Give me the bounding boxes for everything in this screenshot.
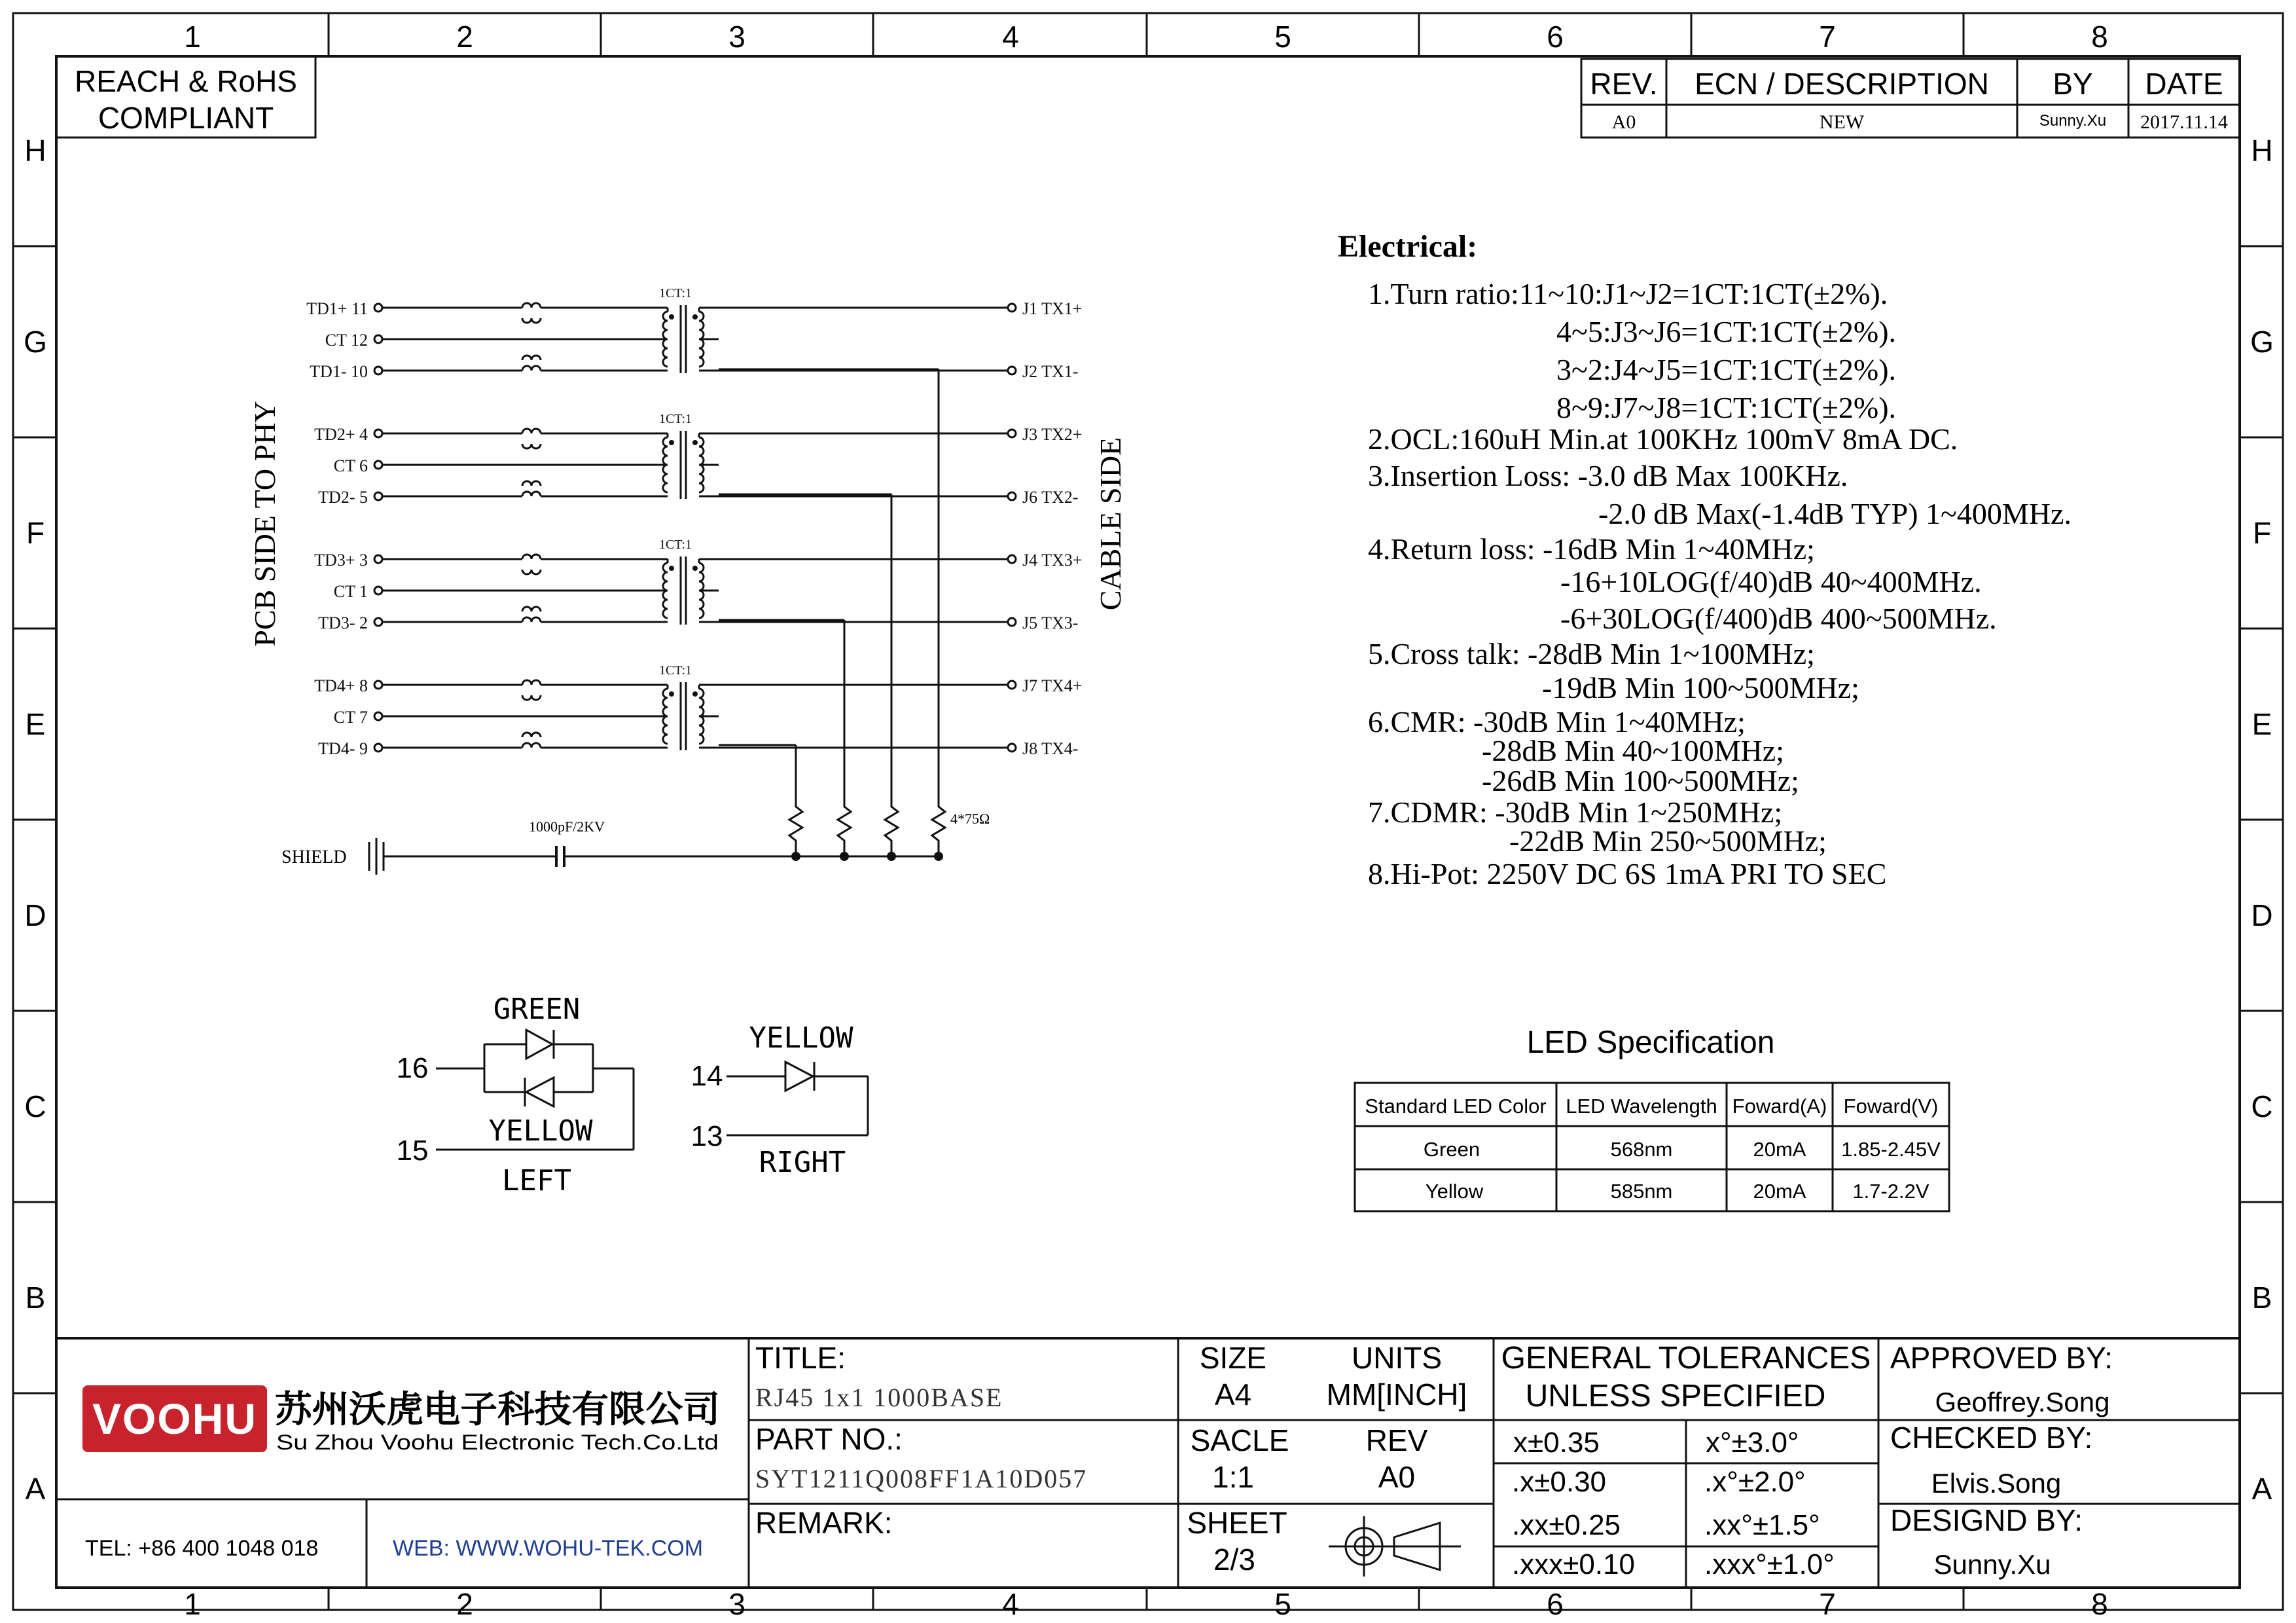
led-spec-cell: 20mA <box>1753 1180 1806 1203</box>
spec-line: -6+30LOG(f/400)dB 400~500MHz. <box>1560 602 1997 635</box>
zone-column-label: 5 <box>1274 1587 1291 1621</box>
left-pin-label: TD4+ 8 <box>314 676 368 695</box>
zone-row-label: G <box>24 325 47 359</box>
yellow-led-right-icon <box>785 1062 813 1091</box>
units-value: MM[INCH] <box>1326 1377 1467 1412</box>
spec-line: 4~5:J3~J6=1CT:1CT(±2%). <box>1556 315 1897 348</box>
zone-row-label: D <box>24 898 46 932</box>
zone-column-label: 6 <box>1547 20 1564 54</box>
voohu-logo-text: VOOHU <box>92 1395 258 1443</box>
size-label: SIZE <box>1199 1341 1267 1375</box>
electrical-spec <box>1338 229 2072 890</box>
right-pin-label: J8 TX4- <box>1022 739 1079 758</box>
left-pin-label: TD3- 2 <box>318 613 368 632</box>
zone-column-label: 4 <box>1002 1587 1019 1621</box>
spec-line: 7.CDMR: -30dB Min 1~250MHz; <box>1368 795 1783 829</box>
transformer-ratio-label: 1CT:1 <box>658 412 692 426</box>
tolerance-title-1: GENERAL TOLERANCES <box>1501 1341 1871 1376</box>
led-right-pin-top: 14 <box>691 1060 723 1092</box>
termination-resistors <box>789 800 945 856</box>
right-pin-label: J2 TX1- <box>1022 362 1079 381</box>
approved-label: APPROVED BY: <box>1890 1341 2113 1375</box>
compliance-line-2: COMPLIANT <box>98 101 274 135</box>
right-pin-label: J1 TX1+ <box>1022 299 1083 318</box>
shield-ground-symbol <box>369 838 384 875</box>
tel: TEL: +86 400 1048 018 <box>85 1536 319 1561</box>
transformer-channel <box>314 538 1082 632</box>
zone-row-label: A <box>2251 1472 2272 1506</box>
title-block <box>56 1338 2240 1588</box>
zone-column-label: 2 <box>456 20 473 54</box>
led-left-top-color: GREEN <box>493 993 581 1026</box>
zone-column-label: 8 <box>2091 20 2108 54</box>
zone-row-label: D <box>2251 898 2273 932</box>
zone-row-label: H <box>2251 134 2273 168</box>
zone-column-label: 6 <box>1547 1587 1564 1621</box>
spec-line: -28dB Min 40~100MHz; <box>1482 734 1784 767</box>
tolerance-angular: .x°±2.0° <box>1704 1466 1806 1498</box>
left-pin-label: TD4- 9 <box>318 739 368 758</box>
zone-column-label: 4 <box>1002 20 1019 54</box>
tolerance-linear: .xx±0.25 <box>1512 1509 1621 1541</box>
spec-line: 8~9:J7~J8=1CT:1CT(±2%). <box>1556 391 1897 424</box>
led-spec-title: LED Specification <box>1526 1025 1775 1060</box>
by-value: Sunny.Xu <box>2039 112 2107 130</box>
led-spec-cell: 585nm <box>1610 1180 1673 1203</box>
transformer-ratio-label: 1CT:1 <box>658 286 692 301</box>
zone-row-label: C <box>24 1089 46 1123</box>
right-pin-label: J5 TX3- <box>1022 613 1079 632</box>
led-spec-header: Foward(V) <box>1843 1095 1939 1118</box>
left-pin-label: CT 1 <box>333 582 368 601</box>
led-spec-table <box>1355 1025 1949 1211</box>
company-name-cn: 苏州沃虎电子科技有限公司 <box>275 1389 720 1431</box>
revision-table <box>1581 59 2240 137</box>
spec-line: -19dB Min 100~500MHz; <box>1542 671 1859 704</box>
zone-row-label: B <box>2251 1281 2272 1315</box>
zone-column-label: 1 <box>184 1587 201 1621</box>
zone-row-label: H <box>24 134 46 168</box>
tolerance-title-2: UNLESS SPECIFIED <box>1525 1379 1826 1413</box>
led-right-diagram <box>726 1062 868 1135</box>
zone-column-label: 3 <box>728 20 745 54</box>
led-spec-cell: Green <box>1423 1138 1480 1161</box>
approved-value: Geoffrey.Song <box>1935 1387 2110 1417</box>
zone-column-label: 1 <box>184 20 201 54</box>
led-spec-header: Foward(A) <box>1732 1095 1827 1118</box>
led-left-side: LEFT <box>502 1164 571 1197</box>
spec-line: -16+10LOG(f/40)dB 40~400MHz. <box>1560 565 1982 598</box>
zone-column-label: 7 <box>1819 1587 1836 1621</box>
zone-row-label: G <box>2250 325 2274 359</box>
date-header: DATE <box>2145 67 2223 101</box>
zone-column-label: 7 <box>1819 20 1836 54</box>
zone-column-label: 2 <box>456 1587 473 1621</box>
scale-value: 1:1 <box>1212 1460 1254 1494</box>
designed-value: Sunny.Xu <box>1933 1549 2051 1580</box>
electrical-title: Electrical: <box>1338 229 1478 264</box>
left-pin-label: TD2- 5 <box>318 488 368 507</box>
designed-label: DESIGND BY: <box>1890 1503 2083 1537</box>
spec-line: 6.CMR: -30dB Min 1~40MHz; <box>1368 705 1746 739</box>
transformer-channel <box>314 412 1082 507</box>
zone-column-label: 5 <box>1274 20 1291 54</box>
remark-label: REMARK: <box>755 1506 893 1540</box>
size-value: A4 <box>1214 1377 1252 1412</box>
zone-row-label: B <box>25 1281 46 1315</box>
ecn-value: NEW <box>1819 111 1865 133</box>
transformer-channels <box>306 286 1082 758</box>
transformer-ratio-label: 1CT:1 <box>658 538 692 552</box>
frame-zone-labels <box>24 20 2274 1621</box>
right-pin-label: J7 TX4+ <box>1022 676 1083 695</box>
zone-column-label: 3 <box>728 1587 745 1621</box>
zone-row-label: E <box>25 707 46 741</box>
zone-row-label: F <box>26 516 45 550</box>
spec-line: 3.Insertion Loss: -3.0 dB Max 100KHz. <box>1368 459 1848 492</box>
tolerance-linear: x±0.35 <box>1513 1427 1600 1459</box>
led-spec-header: LED Wavelength <box>1566 1095 1717 1118</box>
spec-line: 8.Hi-Pot: 2250V DC 6S 1mA PRI TO SEC <box>1368 857 1887 890</box>
led-spec-header: Standard LED Color <box>1365 1095 1547 1118</box>
right-pin-label: J4 TX3+ <box>1022 551 1083 570</box>
led-spec-cell: 20mA <box>1753 1138 1806 1161</box>
left-pin-label: TD2+ 4 <box>314 425 368 444</box>
zone-row-label: F <box>2252 516 2272 550</box>
rev-header: REV. <box>1590 67 1658 101</box>
part-label: PART NO.: <box>755 1422 903 1456</box>
pcb-side-label: PCB SIDE TO PHY <box>248 401 281 647</box>
tolerance-angular: .xxx°±1.0° <box>1704 1548 1835 1580</box>
led-spec-cell: 1.85-2.45V <box>1841 1138 1941 1161</box>
tolerance-angular: x°±3.0° <box>1706 1427 1799 1459</box>
yellow-led-icon <box>526 1078 554 1106</box>
spec-line: -2.0 dB Max(-1.4dB TYP) 1~400MHz. <box>1598 497 2072 530</box>
led-spec-cell: Yellow <box>1425 1180 1484 1203</box>
transformer-channel <box>314 663 1082 758</box>
checked-value: Elvis.Song <box>1931 1468 2062 1499</box>
left-pin-label: TD1- 10 <box>310 362 368 381</box>
led-left-pin-bottom: 15 <box>396 1135 429 1167</box>
rev-label: REV <box>1365 1423 1428 1457</box>
projection-symbol-icon <box>1329 1516 1461 1577</box>
ecn-header: ECN / DESCRIPTION <box>1695 67 1989 101</box>
led-right-side: RIGHT <box>759 1146 846 1179</box>
tolerance-linear: .x±0.30 <box>1512 1466 1607 1498</box>
rev-value: A0 <box>1611 111 1636 133</box>
left-pin-label: CT 7 <box>333 708 368 727</box>
green-led-icon <box>526 1030 552 1059</box>
sheet-value: 2/3 <box>1213 1542 1255 1577</box>
led-spec-cell: 568nm <box>1610 1138 1673 1161</box>
led-left-pin-top: 16 <box>396 1052 429 1084</box>
rev-value-block: A0 <box>1378 1460 1416 1494</box>
resistor-label: 4*75Ω <box>950 811 990 827</box>
spec-line: -22dB Min 250~500MHz; <box>1509 824 1827 858</box>
compliance-box <box>56 56 315 137</box>
company-name-en: Su Zhou Voohu Electronic Tech.Co.Ltd <box>276 1431 719 1454</box>
compliance-line-1: REACH & RoHS <box>75 64 297 98</box>
scale-label: SACLE <box>1190 1423 1289 1457</box>
spec-line: 1.Turn ratio:11~10:J1~J2=1CT:1CT(±2%). <box>1368 277 1888 310</box>
title-label: TITLE: <box>755 1341 846 1375</box>
spec-line: -26dB Min 100~500MHz; <box>1482 764 1799 797</box>
title-value: RJ45 1x1 1000BASE <box>755 1383 1003 1412</box>
led-spec-cell: 1.7-2.2V <box>1852 1180 1929 1203</box>
left-pin-label: CT 6 <box>333 456 368 475</box>
zone-row-label: C <box>2251 1089 2273 1123</box>
spec-line: 2.OCL:160uH Min.at 100KHz 100mV 8mA DC. <box>1368 422 1958 456</box>
right-pin-label: J3 TX2+ <box>1022 425 1083 444</box>
website: WEB: WWW.WOHU-TEK.COM <box>393 1536 704 1561</box>
spec-line: 3~2:J4~J5=1CT:1CT(±2%). <box>1556 353 1897 386</box>
tolerance-angular: .xx°±1.5° <box>1704 1509 1820 1541</box>
transformer-ratio-label: 1CT:1 <box>658 663 692 678</box>
led-right-color: YELLOW <box>749 1021 853 1055</box>
zone-row-label: A <box>25 1472 46 1506</box>
zone-column-label: 8 <box>2091 1587 2108 1621</box>
left-pin-label: TD1+ 11 <box>306 299 368 318</box>
cable-side-label: CABLE SIDE <box>1094 437 1127 611</box>
part-value: SYT1211Q008FF1A10D057 <box>755 1464 1088 1493</box>
shield-label: SHIELD <box>281 847 347 867</box>
zone-row-label: E <box>2251 707 2272 741</box>
left-pin-label: TD3+ 3 <box>314 551 368 570</box>
tolerance-linear: .xxx±0.10 <box>1512 1548 1636 1580</box>
spec-line: 5.Cross talk: -28dB Min 1~100MHz; <box>1368 637 1815 670</box>
right-pin-label: J6 TX2- <box>1022 488 1079 507</box>
sheet-label: SHEET <box>1187 1506 1287 1540</box>
units-label: UNITS <box>1352 1341 1442 1375</box>
by-header: BY <box>2053 67 2093 101</box>
checked-label: CHECKED BY: <box>1890 1421 2093 1455</box>
date-value: 2017.11.14 <box>2140 111 2228 133</box>
led-right-pin-bottom: 13 <box>691 1120 723 1152</box>
spec-line: 4.Return loss: -16dB Min 1~40MHz; <box>1368 532 1815 566</box>
transformer-channel <box>306 286 1082 381</box>
left-pin-label: CT 12 <box>325 331 368 350</box>
capacitor-label: 1000pF/2KV <box>528 818 605 835</box>
led-left-bottom-color: YELLOW <box>488 1114 593 1148</box>
